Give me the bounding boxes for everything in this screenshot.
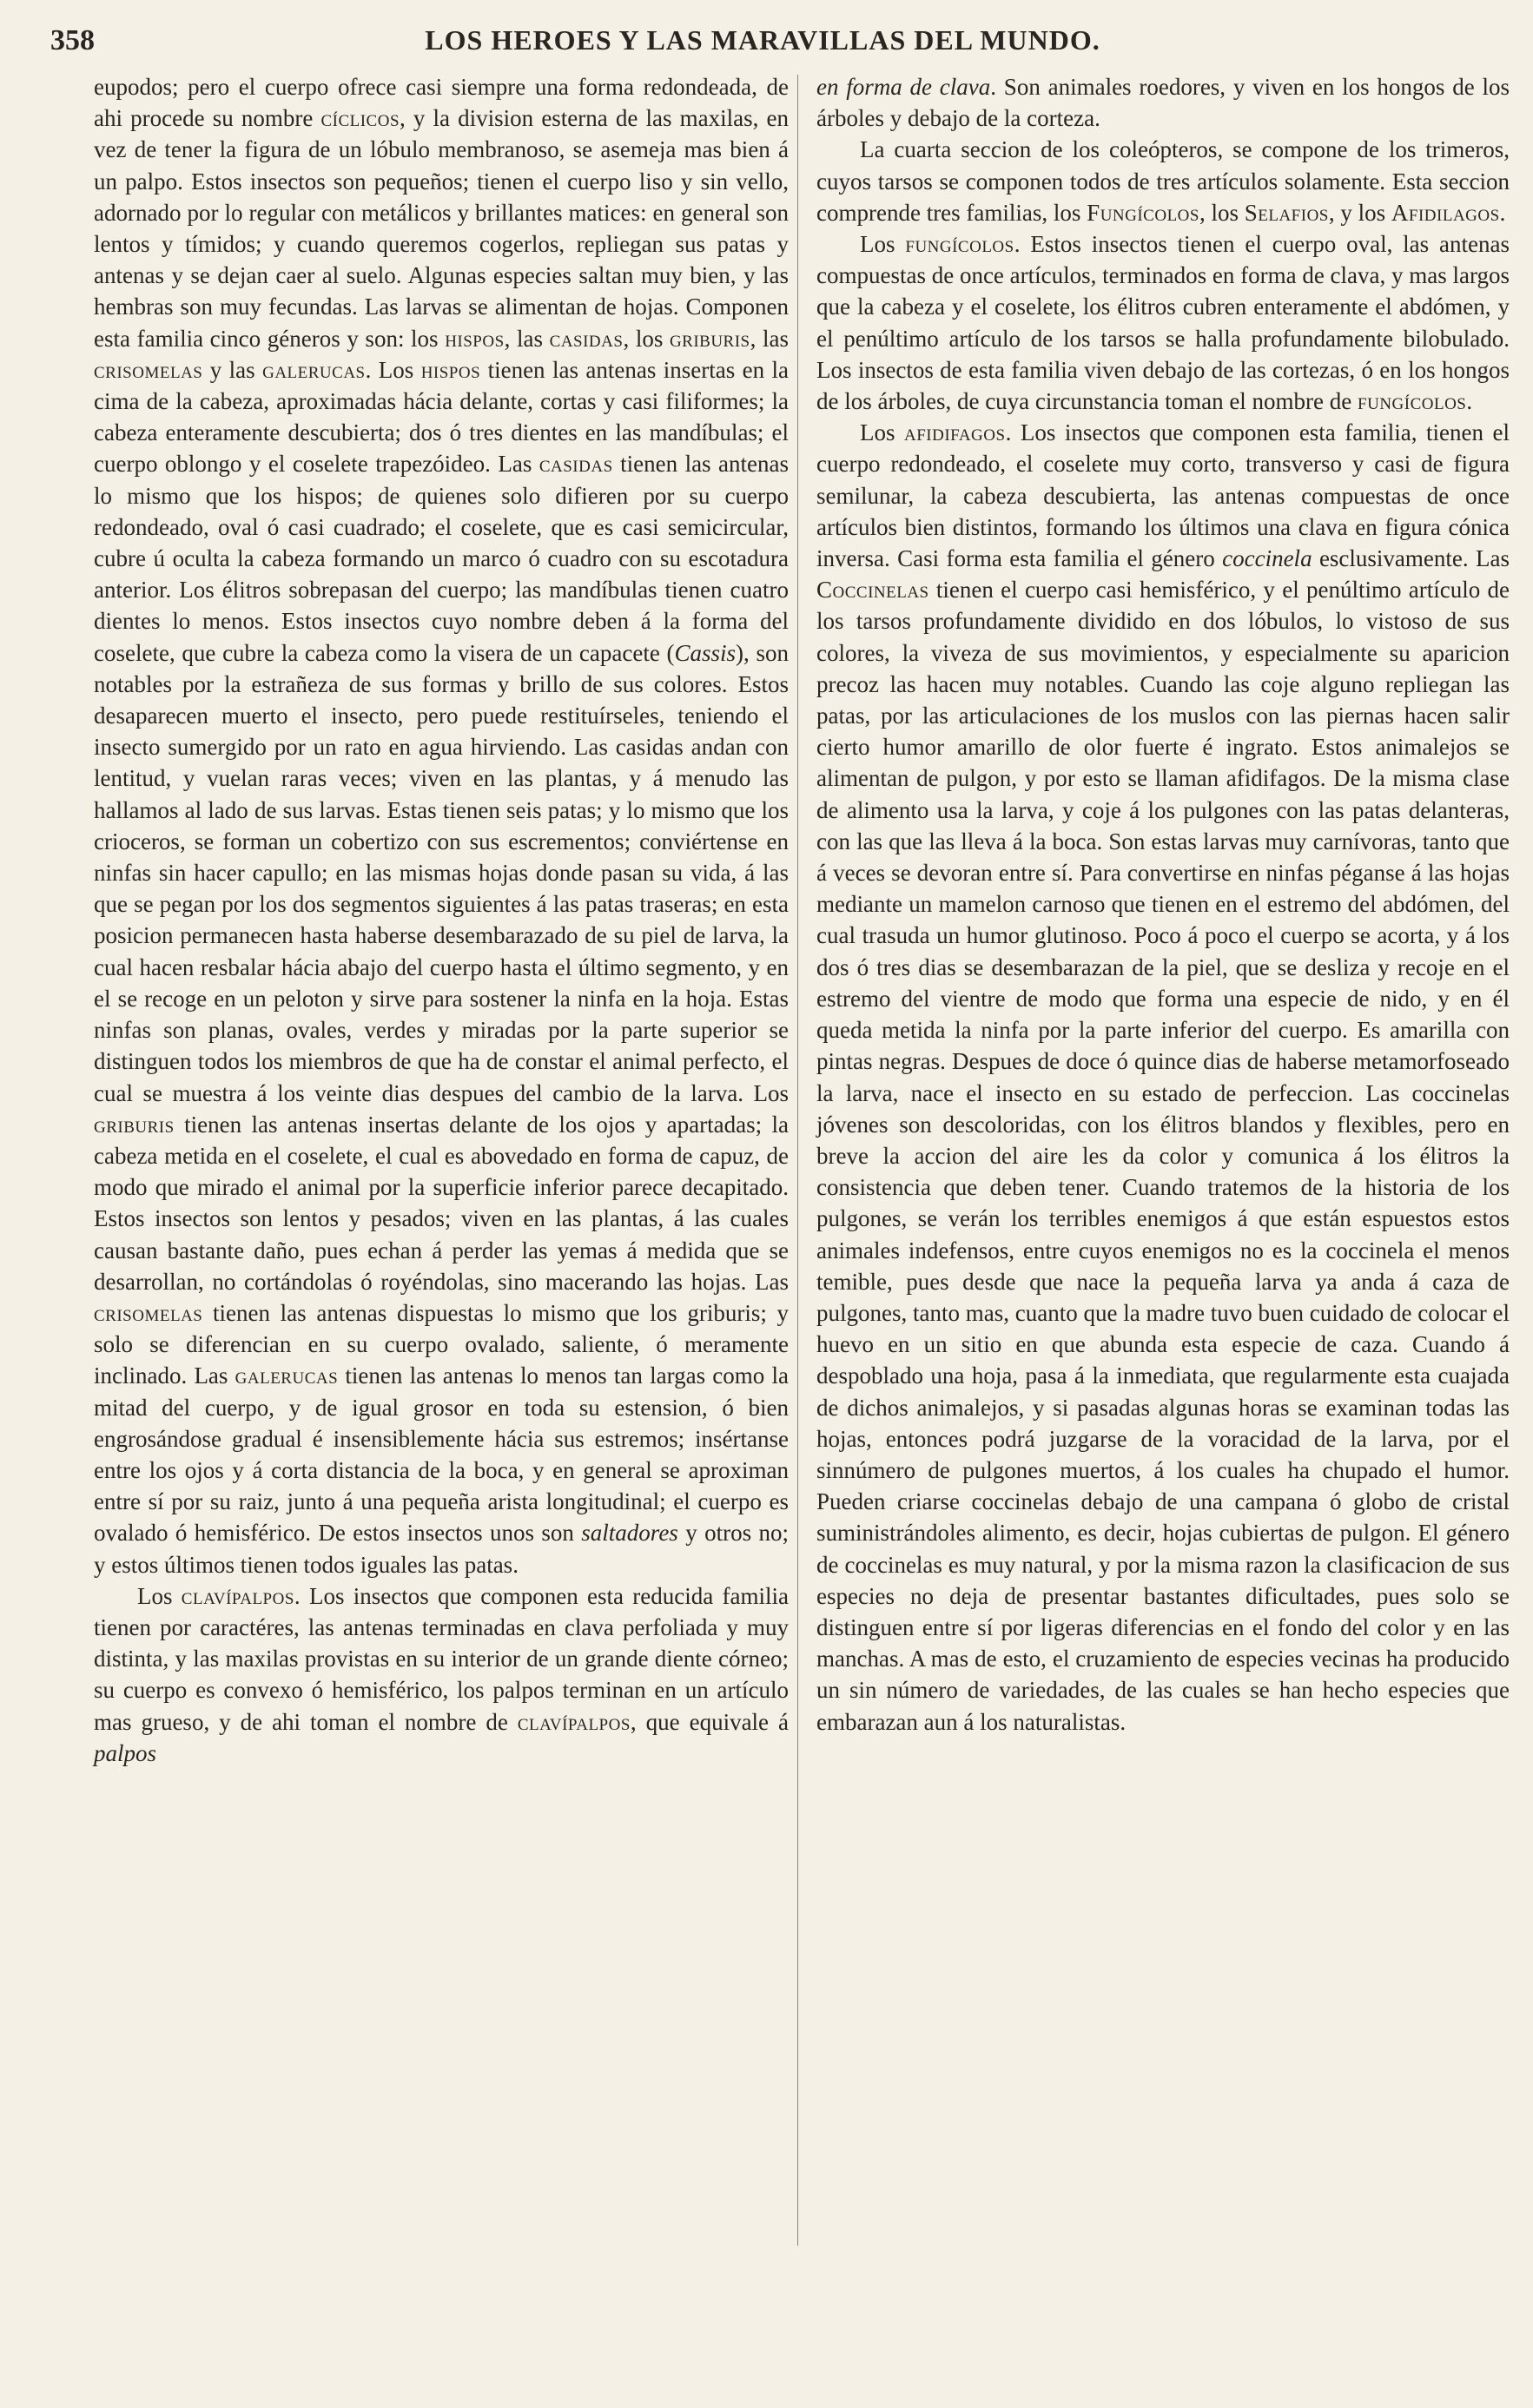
- small-caps-term: fungícolos: [905, 231, 1014, 258]
- text-run: .: [1466, 388, 1473, 415]
- text-run: tienen las antenas dispuestas lo mismo que los griburis; y solo se diferencian en su cuerpo ovalado, saliente, ó meramente inclinado. Las: [94, 1299, 789, 1389]
- text-run: ), son notables por la estrañeza de sus formas y brillo de sus colores. Estos desaparecen muerto el insecto, pero puede restituírseles, teniendo el insecto sumergido por un rato en agua hirviendo. Las casidas andan con lentitud, y vuelan raras veces; viven en las plantas, y á menudo las hallamos al lado de sus larvas. Estas tienen seis patas; y lo mismo que los crioceros, se forman un cobertizo con sus escrementos; conviértense en ninfas sin hacer capullo; en las mismas hojas donde pasan su vida, á las que se pegan por los dos segmentos siguientes á las patas traseras; en esta posicion permanecen hasta haberse desembarazado de su piel de larva, la cual hacen resbalar hácia abajo del cuerpo hasta el último segmento, y en el se recoge en un peloton y sirve para sostener la ninfa en la hoja. Estas ninfas son planas, ovales, verdes y miradas por la parte superior se distinguen todos los miembros de que ha de constar el animal perfecto, el cual se muestra á los veinte dias despues del cambio de la larva. Los: [94, 639, 789, 1106]
- small-caps-term: clavípalpos: [517, 1708, 631, 1735]
- text-run: y otros no; y estos últimos tienen todos iguales las patas.: [94, 1520, 789, 1578]
- text-run: La cuarta seccion de los coleópteros, se compone de los trimeros, cuyos tarsos se componen todos de tres artículos solamente. Esta seccion comprende tres familias, los: [816, 136, 1510, 226]
- text-run: , y los: [1328, 199, 1391, 226]
- text-run: . Los: [365, 356, 421, 383]
- paragraph: [816, 417, 1510, 1738]
- text-run: esclusivamente. Las: [1312, 545, 1510, 572]
- text-run: . Los insectos que componen esta reducida familia tienen por caractéres, las antenas terminadas en clava perfoliada y muy distinta, y las maxilas provistas en su interior de un grande diente córneo; su cuerpo es convexo ó hemisférico, los palpos terminan en un artículo mas grueso, y de ahi toman el nombre de: [94, 1582, 790, 1735]
- column-divider: [797, 75, 798, 2246]
- text-run: . Estos insectos tienen el cuerpo oval, las antenas compuestas de once artículos, terminados en forma de clava, y mas largos que la cabeza y el coselete, los élitros cubren enteramente el abdómen, y el penúltimo artículo de los tarsos se halla profundamente bilobulado. Los insectos de esta familia viven debajo de las cortezas, ó en los hongos de los árboles, de cuya circunstancia toman el nombre de: [816, 231, 1510, 415]
- text-run: Los: [860, 231, 906, 258]
- text-run: . Los insectos que componen esta familia, tienen el cuerpo redondeado, el coselete muy corto, transverso y casi de figura semilunar, la cabeza descubierta, las antenas compuestas de once artículos bien distintos, formando los últimos una clava en figura cónica inversa. Casi forma esta familia el género: [816, 419, 1510, 572]
- small-caps-term: clavípalpos: [181, 1582, 294, 1609]
- small-caps-term: griburis: [94, 1111, 175, 1138]
- text-run: tienen las antenas lo menos tan largas como la mitad del cuerpo, y de igual grosor en toda su estension, ó bien engrosándose gradual é insensiblemente hácia sus estremos; insértanse entre los ojos y á corta distancia de la boca, y en general se aproximan entre sí por su raiz, junto á una pequeña arista longitudinal; el cuerpo es ovalado ó hemisférico. De estos insectos unos son: [94, 1362, 789, 1547]
- text-run: Los: [860, 419, 905, 446]
- italic-term: en forma de clava: [816, 74, 991, 100]
- small-caps-term: crisomelas: [94, 1299, 203, 1326]
- running-title: LOS HEROES Y LAS MARAVILLAS DEL MUNDO.: [425, 24, 1100, 56]
- text-run: Los: [137, 1582, 182, 1609]
- page-header: [50, 24, 1475, 68]
- left-column: [94, 71, 789, 1769]
- text-run: tienen las antenas insertas delante de los ojos y apartadas; la cabeza metida en el coselete, el cual es abovedado en forma de capuz, de modo que mirado el animal por la superficie inferior parece decapitado. Estos insectos son lentos y pesados; viven en las plantas, á las cuales causan bastante daño, pues echan á perder las yemas á medida que se desarrollan, no cortándolas ó royéndolas, sino macerando las hojas. Las: [94, 1111, 789, 1295]
- italic-term: coccinela: [1222, 545, 1312, 572]
- small-caps-term: hispos: [420, 356, 481, 383]
- small-caps-term: hispos: [445, 325, 505, 352]
- text-run: , que equivale á: [630, 1708, 789, 1735]
- right-column: [816, 71, 1510, 1738]
- text-run: y las: [202, 356, 263, 383]
- text-run: .: [1499, 199, 1506, 226]
- small-caps-term: casidas: [539, 451, 613, 478]
- small-caps-term: Fungícolos: [1087, 199, 1199, 226]
- italic-term: saltadores: [581, 1520, 678, 1547]
- small-caps-term: casidas: [549, 325, 624, 352]
- text-run: , los: [1199, 199, 1245, 226]
- text-run: , las: [750, 325, 789, 352]
- paragraph: [816, 228, 1510, 417]
- text-run: tienen las antenas lo mismo que los hispos; de quienes solo difieren por su cuerpo redondeado, oval ó casi cuadrado; el coselete, que es casi semicircular, cubre ú oculta la cabeza formando un marco ó cuadro con su escotadura anterior. Los élitros sobrepasan del cuerpo; las mandíbulas tienen cuatro dientes lo menos. Estos insectos cuyo nombre deben á la forma del coselete, que cubre la cabeza como la visera de un capacete (: [94, 451, 789, 666]
- paragraph: [816, 134, 1510, 228]
- small-caps-term: crisomelas: [94, 356, 203, 383]
- paragraph: [94, 1580, 789, 1769]
- paragraph: [94, 71, 789, 1580]
- text-run: tienen el cuerpo casi hemisférico, y el penúltimo artículo de los tarsos profundamente dividido en dos lóbulos, lo vistoso de sus colores, la viveza de sus movimientos, y especialmente su aparicion precoz las hacen muy notables. Cuando las coje alguno repliegan las patas, por las articulaciones de los muslos con las piernas hacen salir cierto humor amarillo de olor fuerte é ingrato. Estos animalejos se alimentan de pulgon, y por esto se llaman afidifagos. De la misma clase de alimento usa la larva, y coje á los pulgones con las patas delanteras, con las que las lleva á la boca. Son estas larvas muy carnívoras, tanto que á veces se devoran entre sí. Para convertirse en ninfas péganse á las hojas mediante un mamelon carnoso que tienen en el estremo del abdómen, del cual trasuda un humor glutinoso. Poco á poco el cuerpo se acorta, y á los dos ó tres dias se desembarazan de la piel, que se desliza y recoje en el estremo del vientre de modo que forma una especie de nido, y en él queda metida la ninfa por la parte inferior del cuerpo. Es amarilla con pintas negras. Despues de doce ó quince dias de haberse metamorfoseado la larva, nace el insecto en su estado de perfeccion. Las coccinelas jóvenes son descoloridas, con los élitros blandos y flexibles, pero en breve la accion del aire les da color y comunica á los élitros la consistencia que deben tener. Cuando tratemos de la historia de los pulgones, se verán los terribles enemigos á que están espuestos estos animales indefensos, entre cuyos enemigos no es la coccinela el menos temible, pues desde que nace la pequeña larva ya anda á caza de pulgones, tanto mas, cuanto que la madre tuvo buen cuidado de colocar el huevo en un sitio en que abunda esta especie de caza. Cuando á despoblado una hoja, pasa á la inmediata, que regularmente esta cuajada de dichos animalejos, y si pasadas algunas horas se examinan todas las hojas, entonces podrá juzgarse de la voracidad de la larva, por el sinnúmero de pulgones muertos, á los cuales ha chupado el humor. Pueden criarse coccinelas debajo de una campana ó globo de cristal suministrándoles alimento, es decir, hojas cubiertas de pulgon. El género de coccinelas es muy natural, y por la misma razon la clasificacion de sus especies no deja de presentar bastantes dificultades, pues solo se distinguen entre sí por ligeras diferencias en el fondo del color y en las manchas. A mas de esto, el cruzamiento de especies vecinas ha producido un sin número de variedades, de las cuales se han hecho especies que embarazan aun á los naturalistas.: [816, 577, 1510, 1735]
- small-caps-term: galerucas: [262, 356, 366, 383]
- paragraph: [816, 71, 1510, 134]
- small-caps-term: galerucas: [235, 1362, 339, 1389]
- small-caps-term: cíclicos: [320, 105, 400, 132]
- small-caps-term: Afidilagos: [1391, 199, 1500, 226]
- small-caps-term: Coccinelas: [816, 577, 929, 604]
- page-number: 358: [50, 24, 95, 56]
- italic-term: palpos: [94, 1739, 157, 1766]
- text-run: , y la division esterna de las maxilas, en vez de tener la figura de un lóbulo membranoso, se asemeja mas bien á un palpo. Estos insectos son pequeños; tienen el cuerpo liso y sin vello, adornado por lo regular con metálicos y brillantes matices: en general son lentos y tímidos; y cuando queremos cogerlos, repliegan sus patas y antenas y se dejan caer al suelo. Algunas especies saltan muy bien, y las hembras son muy fecundas. Las larvas se alimentan de hojas. Componen esta familia cinco géneros y son: los: [94, 105, 789, 352]
- small-caps-term: afidifagos: [904, 419, 1006, 446]
- text-run: , las: [504, 325, 550, 352]
- italic-term: Cassis: [674, 639, 737, 666]
- small-caps-term: fungícolos: [1358, 388, 1467, 415]
- text-run: eupodos; pero el cuerpo ofrece casi siempre una forma redondeada, de ahi procede su nombre: [94, 74, 789, 132]
- small-caps-term: Selafios: [1244, 199, 1329, 226]
- text-run: . Son animales roedores, y viven en los hongos de los árboles y debajo de la corteza.: [816, 74, 1510, 132]
- small-caps-term: griburis: [669, 325, 750, 352]
- text-run: tienen las antenas insertas en la cima de la cabeza, aproximadas hácia delante, cortas y casi filiformes; la cabeza enteramente descubierta; dos ó tres dientes en las mandíbulas; el cuerpo oblongo y el coselete trapezóideo. Las: [94, 356, 790, 478]
- text-run: , los: [623, 325, 670, 352]
